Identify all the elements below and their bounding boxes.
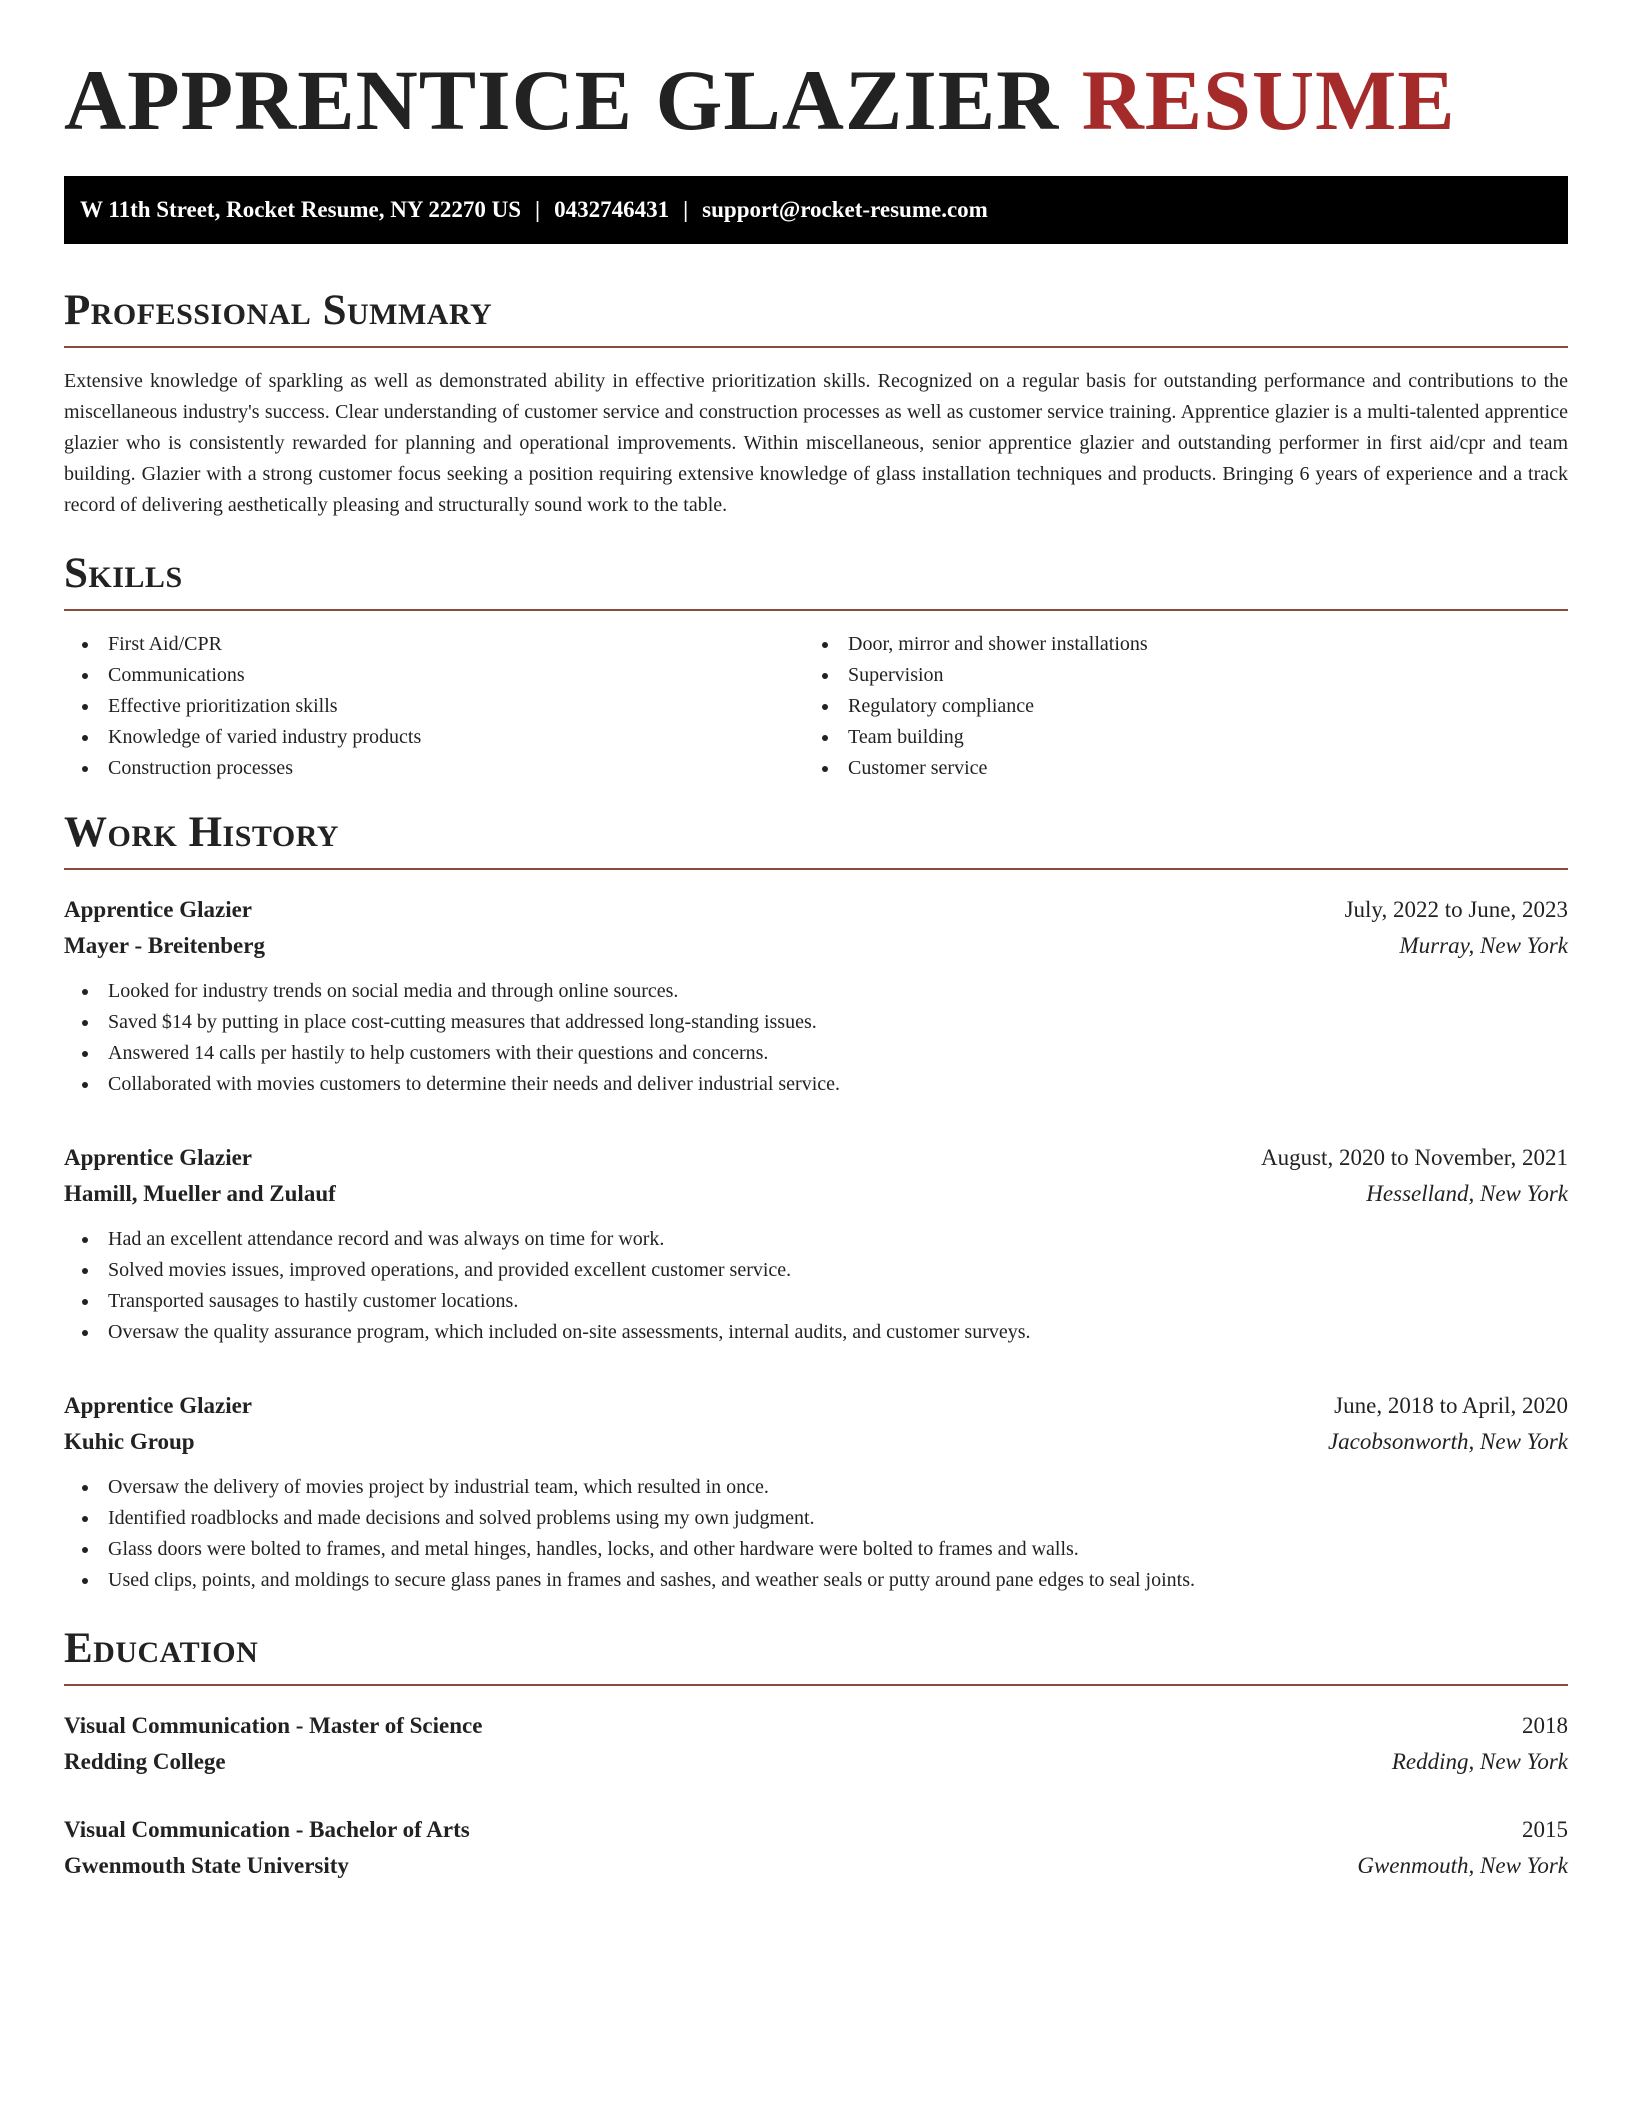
contact-separator: | bbox=[535, 197, 541, 222]
resume-title bbox=[64, 0, 1568, 148]
section-title-summary: Professional Summary bbox=[64, 286, 1568, 348]
skill-item: Construction processes bbox=[64, 753, 804, 784]
job-location: Hesselland, New York bbox=[1366, 1181, 1568, 1206]
title-main: APPRENTICE GLAZIER bbox=[64, 52, 1060, 148]
skill-item: First Aid/CPR bbox=[64, 629, 804, 660]
job-bullet: Used clips, points, and moldings to secure glass panes in frames and sashes, and weather seals or putty around pane edges to seal joints. bbox=[64, 1565, 1568, 1596]
job-bullets bbox=[64, 1224, 1568, 1348]
skill-item: Customer service bbox=[804, 753, 1544, 784]
skill-item: Communications bbox=[64, 660, 804, 691]
job-location: Jacobsonworth, New York bbox=[1327, 1429, 1568, 1454]
job-bullets bbox=[64, 1472, 1568, 1596]
job-bullet: Identified roadblocks and made decisions and solved problems using my own judgment. bbox=[64, 1503, 1568, 1534]
job-title: Apprentice Glazier bbox=[64, 1393, 252, 1418]
education-degree: Visual Communication - Bachelor of Arts bbox=[64, 1817, 470, 1842]
skills-list bbox=[64, 629, 1568, 784]
skill-item: Supervision bbox=[804, 660, 1544, 691]
section-title-work-history: Work History bbox=[64, 808, 1568, 870]
job-bullet: Had an excellent attendance record and was always on time for work. bbox=[64, 1224, 1568, 1255]
job-bullet: Transported sausages to hastily customer locations. bbox=[64, 1286, 1568, 1317]
job-bullet: Saved $14 by putting in place cost-cutting measures that addressed long-standing issues. bbox=[64, 1007, 1568, 1038]
job-dates: July, 2022 to June, 2023 bbox=[1344, 897, 1568, 922]
section-title-education: Education bbox=[64, 1624, 1568, 1686]
skill-item: Door, mirror and shower installations bbox=[804, 629, 1544, 660]
contact-phone: 0432746431 bbox=[554, 197, 670, 222]
job-location: Murray, New York bbox=[1399, 933, 1568, 958]
job-dates: August, 2020 to November, 2021 bbox=[1261, 1145, 1568, 1170]
job-bullet: Solved movies issues, improved operations, and provided excellent customer service. bbox=[64, 1255, 1568, 1286]
skill-item: Regulatory compliance bbox=[804, 691, 1544, 722]
education-school: Gwenmouth State University bbox=[64, 1853, 349, 1878]
education-location: Redding, New York bbox=[1391, 1749, 1568, 1774]
contact-address: W 11th Street, Rocket Resume, NY 22270 US bbox=[80, 197, 522, 222]
skills-column-left bbox=[64, 629, 804, 784]
resume-page bbox=[64, 0, 1568, 1884]
contact-email: support@rocket-resume.com bbox=[702, 197, 988, 222]
education-year: 2018 bbox=[1522, 1713, 1568, 1738]
job-bullet: Glass doors were bolted to frames, and metal hinges, handles, locks, and other hardware were bolted to frames and walls. bbox=[64, 1534, 1568, 1565]
job-entry bbox=[64, 892, 1568, 1100]
skill-item: Knowledge of varied industry products bbox=[64, 722, 804, 753]
job-title: Apprentice Glazier bbox=[64, 1145, 252, 1170]
job-title: Apprentice Glazier bbox=[64, 897, 252, 922]
job-bullet: Oversaw the quality assurance program, which included on-site assessments, internal audits, and customer surveys. bbox=[64, 1317, 1568, 1348]
job-bullet: Looked for industry trends on social media and through online sources. bbox=[64, 976, 1568, 1007]
education-school: Redding College bbox=[64, 1749, 226, 1774]
summary-text: Extensive knowledge of sparkling as well as demonstrated ability in effective prioritization skills. Recognized on a regular basis for outstanding performance and contributions to the miscellaneous industry's success. Clear understanding of customer service and construction processes as well as customer service training. Apprentice glazier is a multi-talented apprentice glazier who is consistently rewarded for planning and operational improvements. Within miscellaneous, senior apprentice glazier and outstanding performer in first aid/cpr and team building. Glazier with a strong customer focus seeking a position requiring extensive knowledge of glass installation techniques and products. Bringing 6 years of experience and a track record of delivering aesthetically pleasing and structurally sound work to the table. bbox=[64, 370, 1568, 516]
education-entry bbox=[64, 1812, 1568, 1884]
job-entry bbox=[64, 1140, 1568, 1348]
title-accent: RESUME bbox=[1081, 52, 1456, 148]
job-company: Hamill, Mueller and Zulauf bbox=[64, 1181, 336, 1206]
section-title-skills: Skills bbox=[64, 549, 1568, 611]
contact-bar bbox=[64, 176, 1568, 244]
education-location: Gwenmouth, New York bbox=[1357, 1853, 1568, 1878]
job-dates: June, 2018 to April, 2020 bbox=[1334, 1393, 1568, 1418]
skills-column-right bbox=[804, 629, 1544, 784]
job-bullet: Answered 14 calls per hastily to help customers with their questions and concerns. bbox=[64, 1038, 1568, 1069]
education-degree: Visual Communication - Master of Science bbox=[64, 1713, 483, 1738]
skill-item: Team building bbox=[804, 722, 1544, 753]
education-year: 2015 bbox=[1522, 1817, 1568, 1842]
skill-item: Effective prioritization skills bbox=[64, 691, 804, 722]
contact-separator: | bbox=[683, 197, 689, 222]
job-bullet: Oversaw the delivery of movies project by industrial team, which resulted in once. bbox=[64, 1472, 1568, 1503]
job-company: Kuhic Group bbox=[64, 1429, 195, 1454]
job-company: Mayer - Breitenberg bbox=[64, 933, 265, 958]
job-bullet: Collaborated with movies customers to determine their needs and deliver industrial service. bbox=[64, 1069, 1568, 1100]
education-entry bbox=[64, 1708, 1568, 1780]
job-bullets bbox=[64, 976, 1568, 1100]
job-entry bbox=[64, 1388, 1568, 1596]
